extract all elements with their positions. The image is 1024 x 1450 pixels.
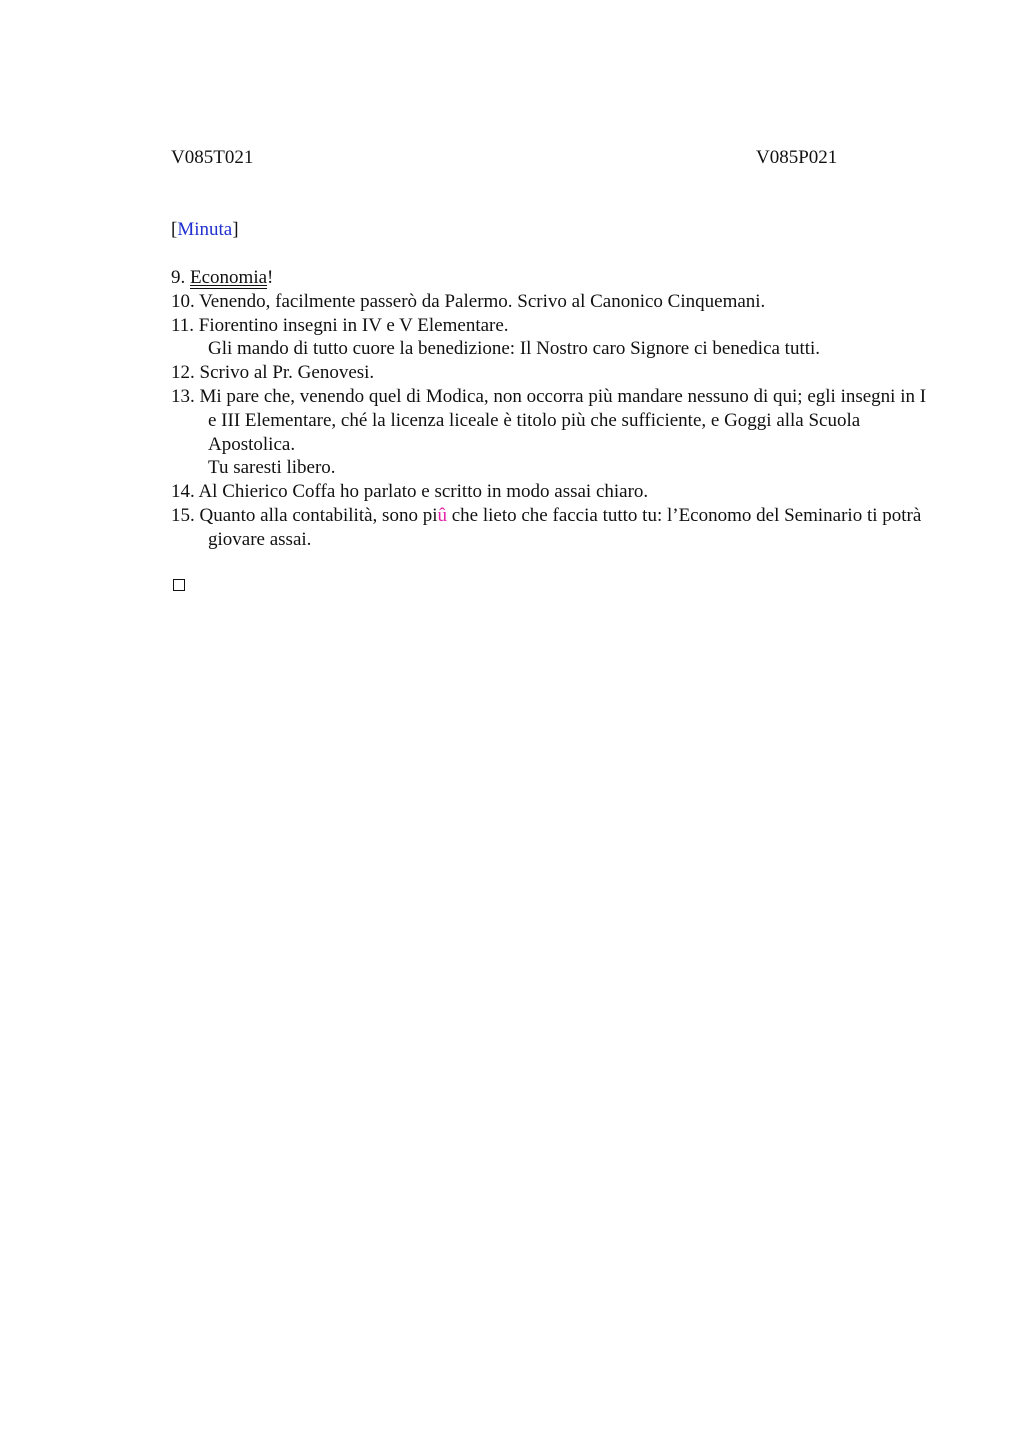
point-15-text-start: 15. Quanto alla contabilità, sono pi [171, 504, 438, 526]
numbered-points [171, 266, 931, 552]
point-11-continuation: Gli mando di tutto cuore la benedizione: Il Nostro caro Signore ci benedica tutti. [208, 338, 821, 360]
document-code-left: V085T021 [171, 147, 254, 168]
bracket-open: [ [171, 219, 178, 240]
document-page [171, 0, 931, 1450]
minuta-word: Minuta [177, 219, 233, 240]
point-13-continuation: Tu saresti libero. [208, 457, 336, 479]
point-9-underlined-word: Economia [190, 267, 268, 288]
point-13: 13. Mi pare che, venendo quel di Modica, non occorra più mandare nessuno di qui; egli insegni in I e III Elementare, ché la licenza liceale è titolo più che sufficiente, e Goggi alla Scuola Apostolica. [171, 385, 927, 455]
minuta-label [171, 218, 239, 242]
point-10: 10. Venendo, facilmente passerò da Palermo. Scrivo al Canonico Cinquemani. [171, 290, 766, 312]
point-9-number: 9. [171, 267, 190, 288]
point-9 [171, 266, 931, 290]
point-9-exclamation: ! [267, 267, 274, 288]
point-12: 12. Scrivo al Pr. Genovesi. [171, 362, 375, 384]
square-outline-icon [173, 579, 185, 591]
point-14: 14. Al Chierico Coffa ho parlato e scritto in modo assai chiaro. [171, 481, 649, 503]
bracket-close: ] [232, 219, 239, 240]
point-15-text-end: che lieto che faccia tutto tu: l’Economo del Seminario ti potrà giovare assai. [208, 504, 922, 550]
point-15-highlight-char: û [437, 504, 447, 526]
point-11: 11. Fiorentino insegni in IV e V Elementare. [171, 314, 509, 336]
document-code-right: V085P021 [756, 147, 838, 168]
point-15 [171, 504, 931, 552]
